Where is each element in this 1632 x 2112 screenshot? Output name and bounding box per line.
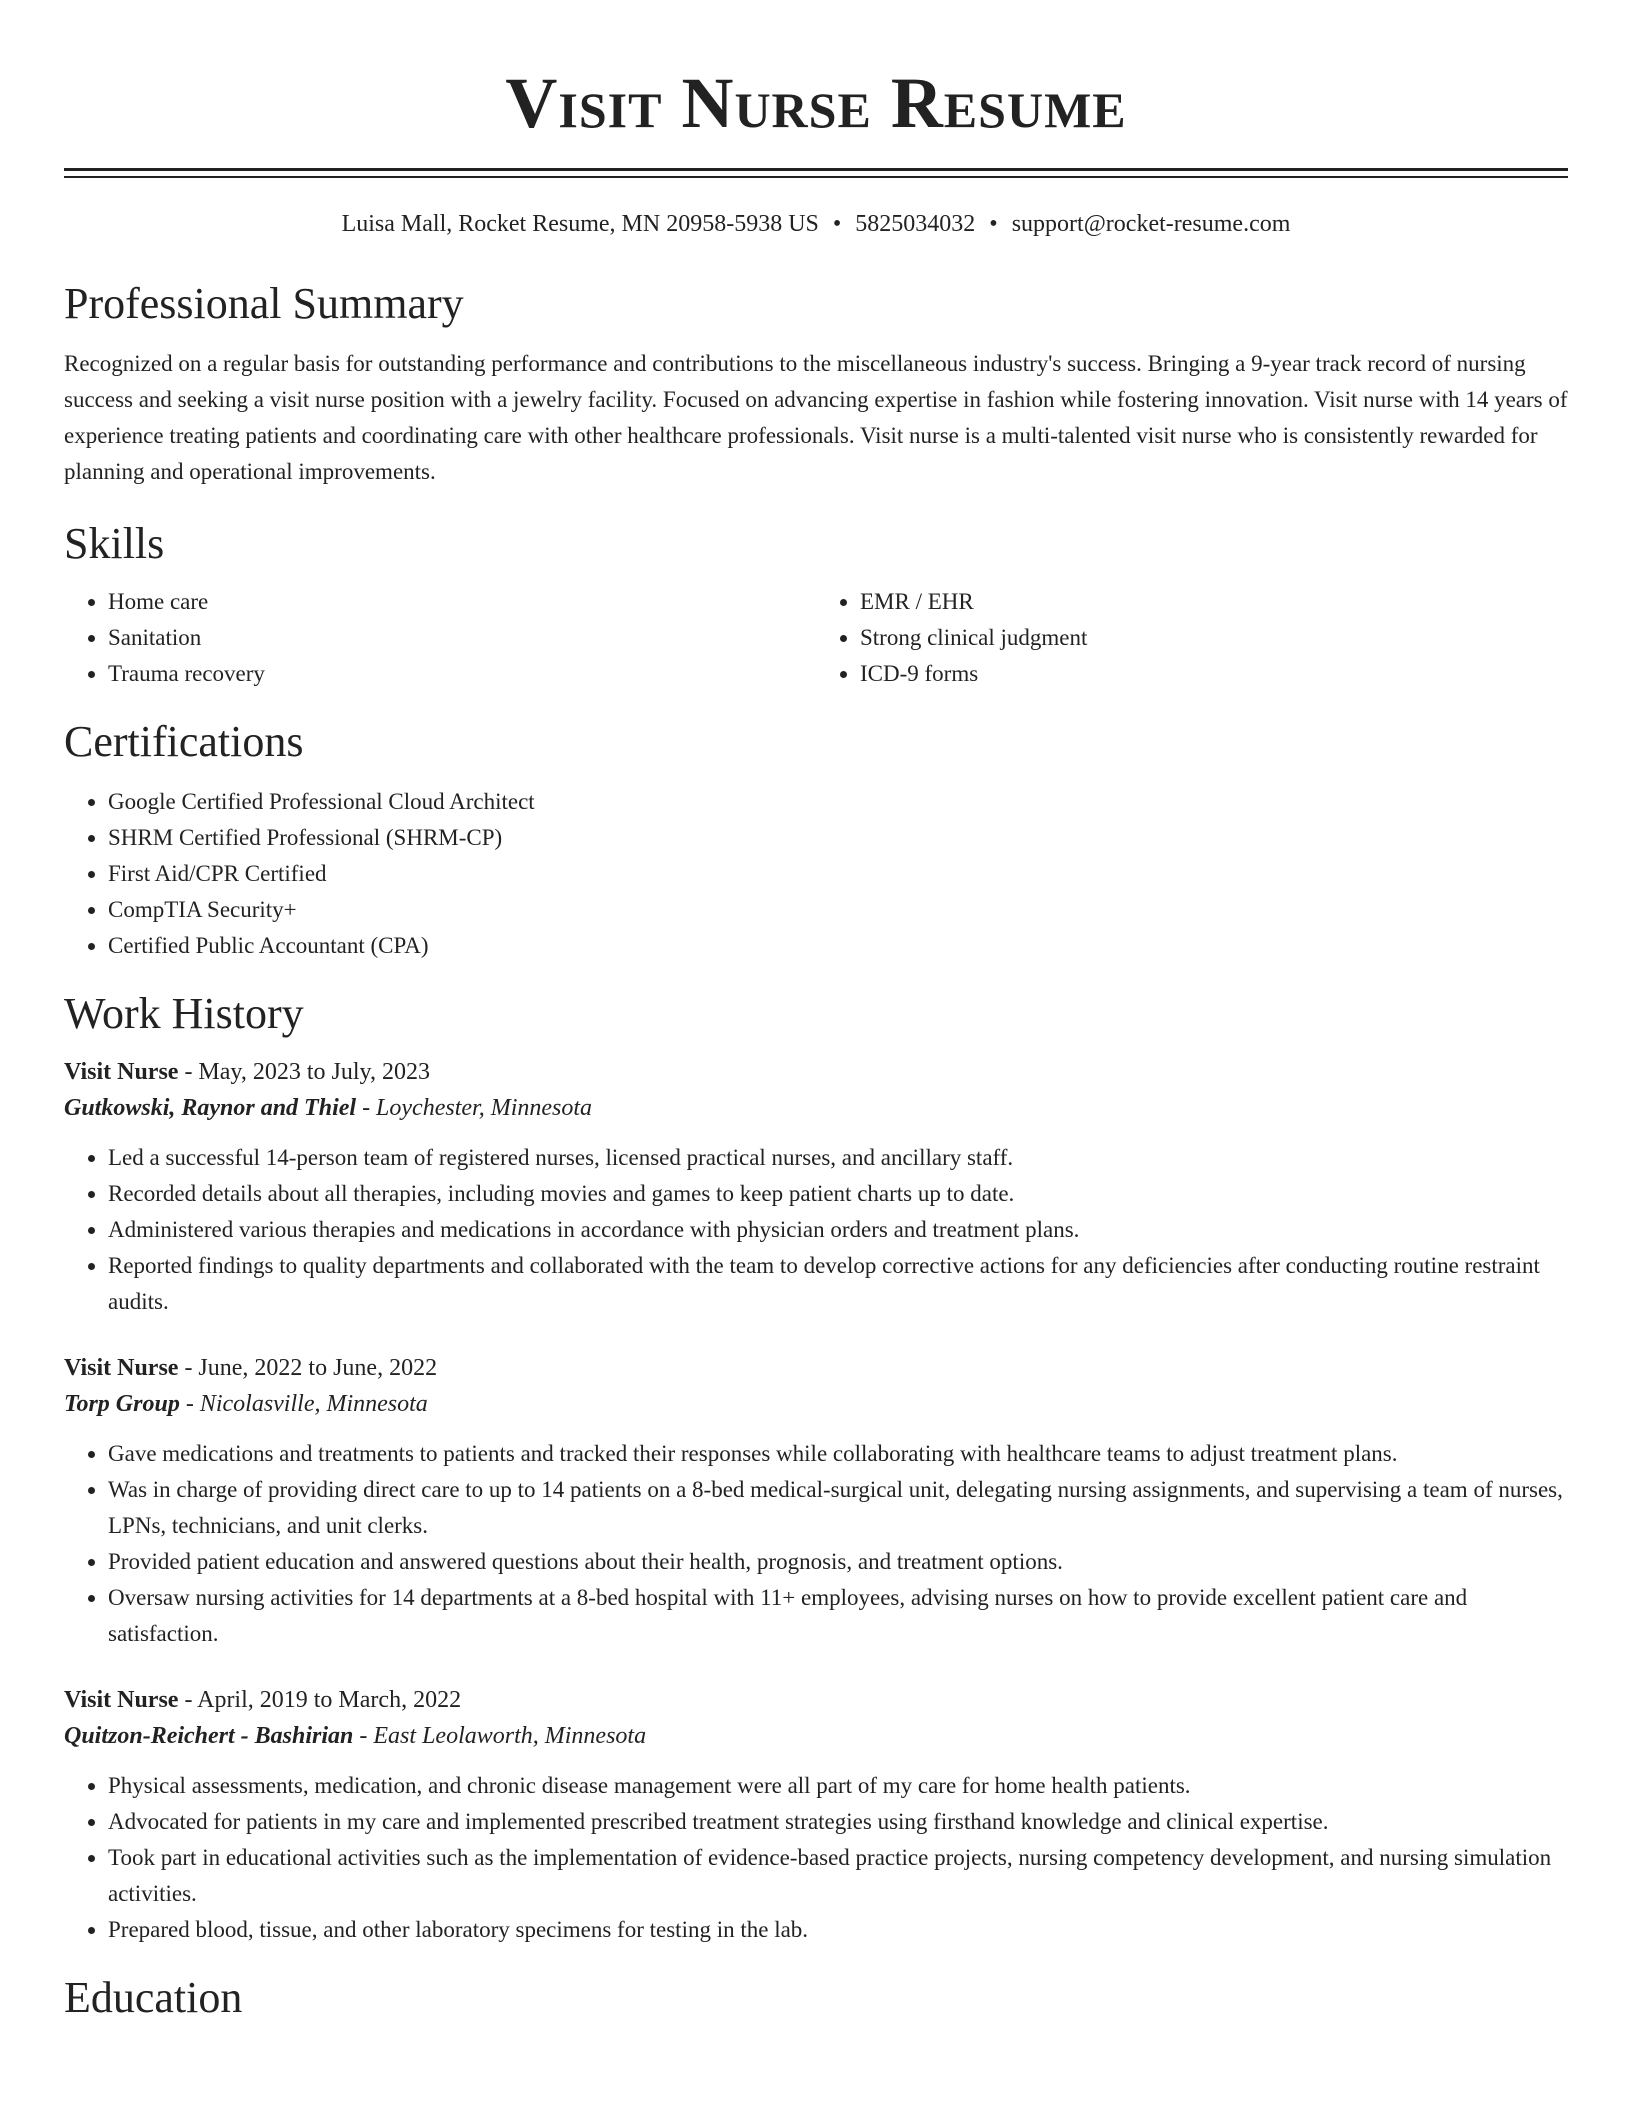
separator-dot: • [989,211,998,237]
work-history-section [64,986,1568,1948]
job-location: - Loychester, Minnesota [356,1095,593,1121]
job-entry [64,1350,1568,1652]
job-bullets [64,1768,1568,1948]
skills-list-right [816,584,1568,692]
job-location: - East Leolaworth, Minnesota [353,1723,647,1749]
skill-item: • Sanitation [108,620,816,656]
job-title-line [64,1350,1568,1386]
job-dates: - June, 2022 to June, 2022 [178,1355,438,1381]
job-title: Visit Nurse [64,1355,179,1381]
skill-item: • ICD-9 forms [860,656,1568,692]
job-dates: - May, 2023 to July, 2023 [178,1059,430,1085]
job-bullets [64,1436,1568,1652]
summary-section [64,276,1568,490]
skill-item: • EMR / EHR [860,584,1568,620]
job-bullet: • Advocated for patients in my care and implemented prescribed treatment strategies using firsthand knowledge and clinical expertise. [108,1804,1568,1840]
job-location: - Nicolasville, Minnesota [179,1391,428,1417]
job-company-line [64,1718,1568,1754]
job-bullets [64,1140,1568,1320]
skill-item: • Strong clinical judgment [860,620,1568,656]
skills-heading: Skills [64,519,165,568]
job-company: Quitzon-Reichert - Bashirian [64,1723,354,1749]
job-bullet: • Prepared blood, tissue, and other laboratory specimens for testing in the lab. [108,1912,1568,1948]
education-heading: Education [64,1973,243,2022]
job-title-line [64,1682,1568,1718]
job-bullet: • Physical assessments, medication, and chronic disease management were all part of my care for home health patients. [108,1768,1568,1804]
job-title: Visit Nurse [64,1687,179,1713]
job-title: Visit Nurse [64,1059,179,1085]
certification-item: • SHRM Certified Professional (SHRM-CP) [108,820,1568,856]
job-company-line [64,1386,1568,1422]
certification-item: • CompTIA Security+ [108,892,1568,928]
summary-heading: Professional Summary [64,279,464,328]
job-bullet: • Administered various therapies and medications in accordance with physician orders and treatment plans. [108,1212,1568,1248]
skills-list-left [64,584,816,692]
job-entry [64,1054,1568,1320]
job-company: Torp Group [64,1391,180,1417]
job-bullet: • Took part in educational activities such as the implementation of evidence-based practice projects, nursing competency development, and nursing simulation activities. [108,1840,1568,1912]
job-dates: - April, 2019 to March, 2022 [178,1687,462,1713]
skill-item: • Home care [108,584,816,620]
certifications-list [64,784,1568,964]
skill-item: • Trauma recovery [108,656,816,692]
job-company-line [64,1090,1568,1126]
contact-email: support@rocket-resume.com [1011,211,1291,237]
certification-item: • Certified Public Accountant (CPA) [108,928,1568,964]
job-bullet: • Led a successful 14-person team of registered nurses, licensed practical nurses, and ancillary staff. [108,1140,1568,1176]
job-entry [64,1682,1568,1948]
skills-columns [64,584,1568,692]
job-bullet: • Was in charge of providing direct care to up to 14 patients on a 8-bed medical-surgical unit, delegating nursing assignments, and supervising a team of nurses, LPNs, technicians, and unit clerks. [108,1472,1568,1544]
separator-dot: • [832,211,842,237]
job-bullet: • Oversaw nursing activities for 14 departments at a 8-bed hospital with 11+ employees, advising nurses on how to provide excellent patient care and satisfaction. [108,1580,1568,1652]
contact-line [64,206,1568,242]
job-bullet: • Reported findings to quality departments and collaborated with the team to develop corrective actions for any deficiencies after conducting routine restraint audits. [108,1248,1568,1320]
job-bullet: • Provided patient education and answered questions about their health, prognosis, and treatment options. [108,1544,1568,1580]
education-section [64,1970,1568,2026]
certification-item: • Google Certified Professional Cloud Architect [108,784,1568,820]
certifications-section [64,714,1568,964]
summary-text: Recognized on a regular basis for outstanding performance and contributions to the miscellaneous industry's success. Bringing a 9-year track record of nursing success and seeking a visit nurse position with a jewelry facility. Focused on advancing expertise in fashion while fostering innovation. Visit nurse with 14 years of experience treating patients and coordinating care with other healthcare professionals. Visit nurse is a multi-talented visit nurse who is consistently rewarded for planning and operational improvements. [64,351,1568,484]
job-company: Gutkowski, Raynor and Thiel [64,1095,357,1121]
job-bullet: • Recorded details about all therapies, including movies and games to keep patient charts up to date. [108,1176,1568,1212]
job-title-line [64,1054,1568,1090]
resume-title: Visit Nurse Resume [505,63,1127,143]
certification-item: • First Aid/CPR Certified [108,856,1568,892]
contact-phone: 5825034032 [855,211,976,237]
title-divider-thin [64,176,1568,178]
certifications-heading: Certifications [64,717,304,766]
skills-section [64,516,1568,692]
job-bullet: • Gave medications and treatments to patients and tracked their responses while collaborating with healthcare teams to adjust treatment plans. [108,1436,1568,1472]
contact-address: Luisa Mall, Rocket Resume, MN 20958-5938 US [341,211,819,237]
work-history-heading: Work History [64,989,304,1038]
